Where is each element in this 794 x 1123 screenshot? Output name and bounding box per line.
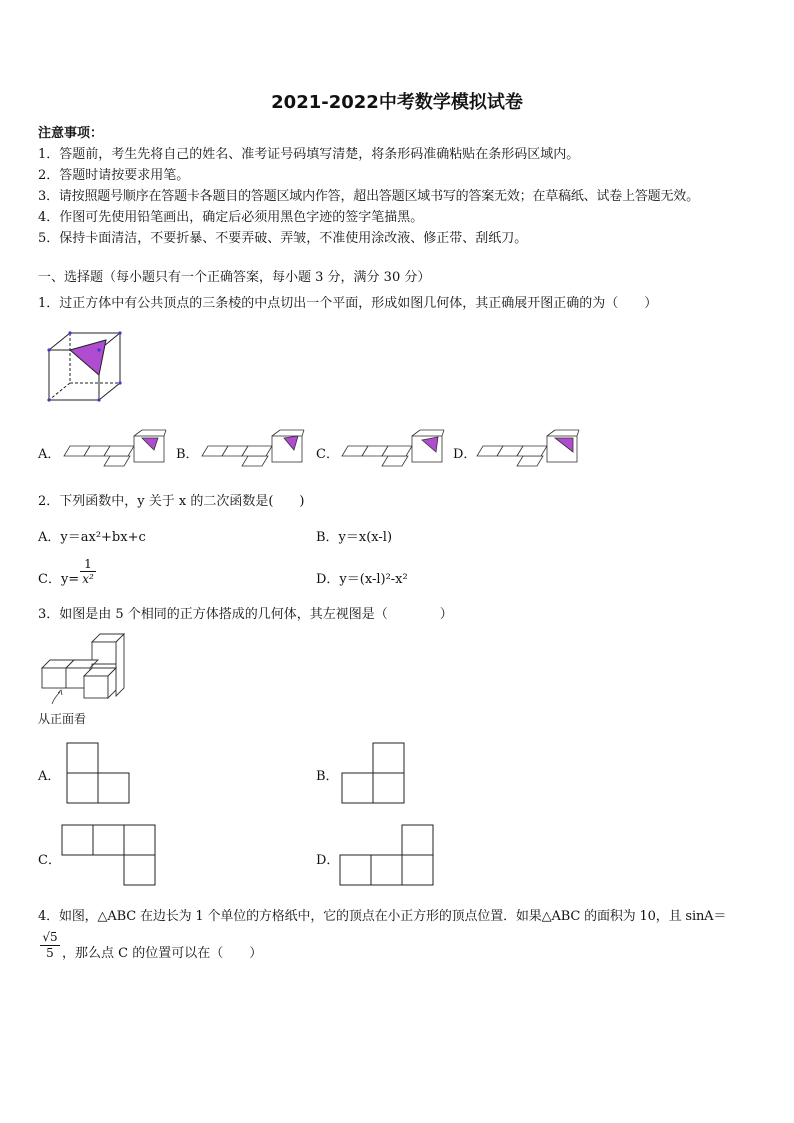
note-item: 5．保持卡面清洁，不要折暴、不要弄破、弄皱，不准使用涂改液、修正带、刮纸刀。	[38, 231, 528, 246]
question-2-stem: 2．下列函数中，y 关于 x 的二次函数是( )	[38, 494, 305, 509]
option-b-label: B．	[176, 447, 199, 462]
option-d-label: D．	[453, 447, 477, 462]
question-1-stem: 1．过正方体中有公共顶点的三条棱的中点切出一个平面，形成如图几何体，其正确展开图正确的为（ ）	[38, 296, 658, 311]
page-title: 2021-2022中考数学模拟试卷	[271, 92, 523, 113]
q2-option-a: A．y＝ax²+bx+c	[38, 530, 146, 545]
q2-option-c-prefix: C．y=	[38, 572, 80, 587]
question-4-stem-cont: ，那么点 C 的位置可以在（ ）	[62, 946, 263, 961]
note-item: 3．请按照题号顺序在答题卡各题目的答题区域内作答，超出答题区域书写的答案无效；在草稿纸、试卷上答题无效。	[38, 189, 699, 204]
q3-option-d-label: D．	[316, 853, 340, 868]
option-c-label: C．	[316, 447, 339, 462]
net-option-a	[62, 430, 167, 468]
fraction-numerator: 1	[84, 557, 92, 571]
notes-heading: 注意事项：	[38, 126, 104, 141]
question-4-stem: 4．如图，△ABC 在边长为 1 个单位的方格纸中，它的顶点在小正方形的顶点位置．如果△ABC 的面积为 10，且 sinA＝	[38, 909, 727, 924]
fraction-denominator: x²	[82, 572, 94, 586]
q3-option-a-label: A．	[38, 769, 61, 784]
section-heading: 一、选择题（每小题只有一个正确答案，每小题 3 分，满分 30 分）	[38, 270, 431, 285]
figure-caption: 从正面看	[38, 712, 87, 726]
question-3-stem: 3．如图是由 5 个相同的正方体搭成的几何体，其左视图是（ ）	[38, 607, 453, 622]
net-option-c	[340, 430, 445, 468]
q3-option-b-label: B．	[316, 769, 339, 784]
q2-option-b: B．y＝x(x-l)	[316, 530, 393, 545]
q3-option-c-label: C．	[38, 853, 61, 868]
left-view-option-d	[339, 824, 435, 886]
q2-option-d: D．y＝(x-l)²-x²	[316, 572, 408, 587]
note-item: 1．答题前，考生先将自己的姓名、准考证号码填写清楚，将条形码准确粘贴在条形码区域内。	[38, 147, 580, 162]
sin-fraction	[40, 930, 60, 961]
left-view-option-a	[66, 742, 132, 804]
note-item: 4．作图可先使用铅笔画出，确定后必须用黑色字迹的签字笔描黑。	[38, 210, 424, 225]
net-option-b	[200, 430, 305, 468]
stacked-cubes-figure	[38, 630, 130, 705]
left-view-option-c	[61, 824, 157, 886]
cube-cut-figure	[46, 330, 126, 405]
left-view-option-b	[341, 742, 407, 804]
net-option-d	[475, 430, 580, 468]
option-a-label: A．	[38, 447, 61, 462]
fraction-denominator: 5	[46, 946, 54, 960]
fraction-numerator: √5	[42, 930, 58, 944]
note-item: 2．答题时请按要求用笔。	[38, 168, 190, 183]
q2-option-c-fraction	[80, 557, 96, 586]
